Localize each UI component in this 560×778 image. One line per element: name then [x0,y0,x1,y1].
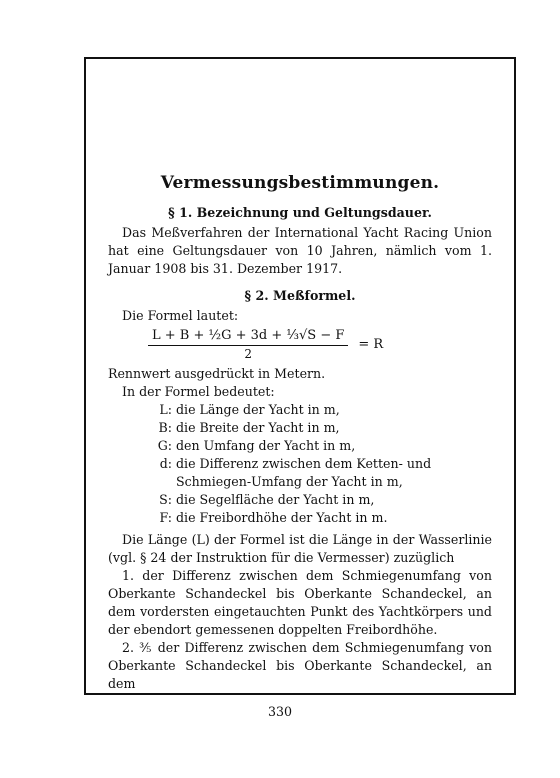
definition-item [152,455,492,491]
section-1-heading: § 1. Bezeichnung und Geltungsdauer. [168,205,432,220]
section-2-heading: § 2. Meßformel. [244,288,356,303]
definition-text: die Breite der Yacht in m, [176,420,340,435]
definition-item [152,509,492,527]
formula-fraction [148,327,348,362]
list-item-2: 2. ⅗ der Differenz zwischen dem Schmiegenumfang von Oberkante Schandeckel bis Oberkante Schandeckel, an dem [108,640,492,691]
section-1-text: Das Meßverfahren der International Yacht Racing Union hat eine Geltungsdauer von 10 Jahren, nämlich vom 1. Januar 1908 bis 31. Dezember 1917. [108,225,492,276]
formula-denominator: 2 [244,347,252,361]
definition-item [152,437,492,455]
definition-text: die Segelfläche der Yacht in m, [176,492,375,507]
definition-item [152,491,492,509]
definition-key: S: [159,492,172,507]
formula-unit-note: Rennwert ausgedrückt in Metern. [108,366,326,381]
definition-text: den Umfang der Yacht in m, [176,438,356,453]
definition-key: L: [159,402,172,417]
list-item-1: 1. der Differenz zwischen dem Schmiegenumfang von Oberkante Schandeckel bis Oberkante Schandeckel, an dem vordersten eingetauchten Punkt des Yachtkörpers und der ebendort gemessenen doppelten Freibordhöhe. [108,568,492,637]
length-paragraph: Die Länge (L) der Formel ist die Länge in der Wasserlinie (vgl. § 24 der Instruktion für die Vermesser) zuzüglich [108,532,492,565]
page-title: Vermessungsbestimmungen. [160,173,440,193]
definition-item [152,401,492,419]
page-number: 330 [267,704,293,719]
definition-key: F: [159,510,172,525]
definition-text: die Freibordhöhe der Yacht in m. [176,510,388,525]
measurement-formula [148,327,492,362]
formula-result: = R [358,336,384,352]
definition-key: B: [158,420,172,435]
definitions-intro: In der Formel bedeutet: [122,384,275,399]
definition-key: G: [157,438,172,453]
definition-key: d: [159,456,172,471]
definition-text: die Differenz zwischen dem Ketten- und Schmiegen-Umfang der Yacht in m, [176,456,432,489]
formula-numerator: L + B + ½G + 3d + ⅓√S − F [152,328,345,343]
definition-text: die Länge der Yacht in m, [176,402,340,417]
definition-item [152,419,492,437]
formula-intro: Die Formel lautet: [122,308,239,323]
page-content [108,172,492,693]
definitions-list [152,401,492,527]
